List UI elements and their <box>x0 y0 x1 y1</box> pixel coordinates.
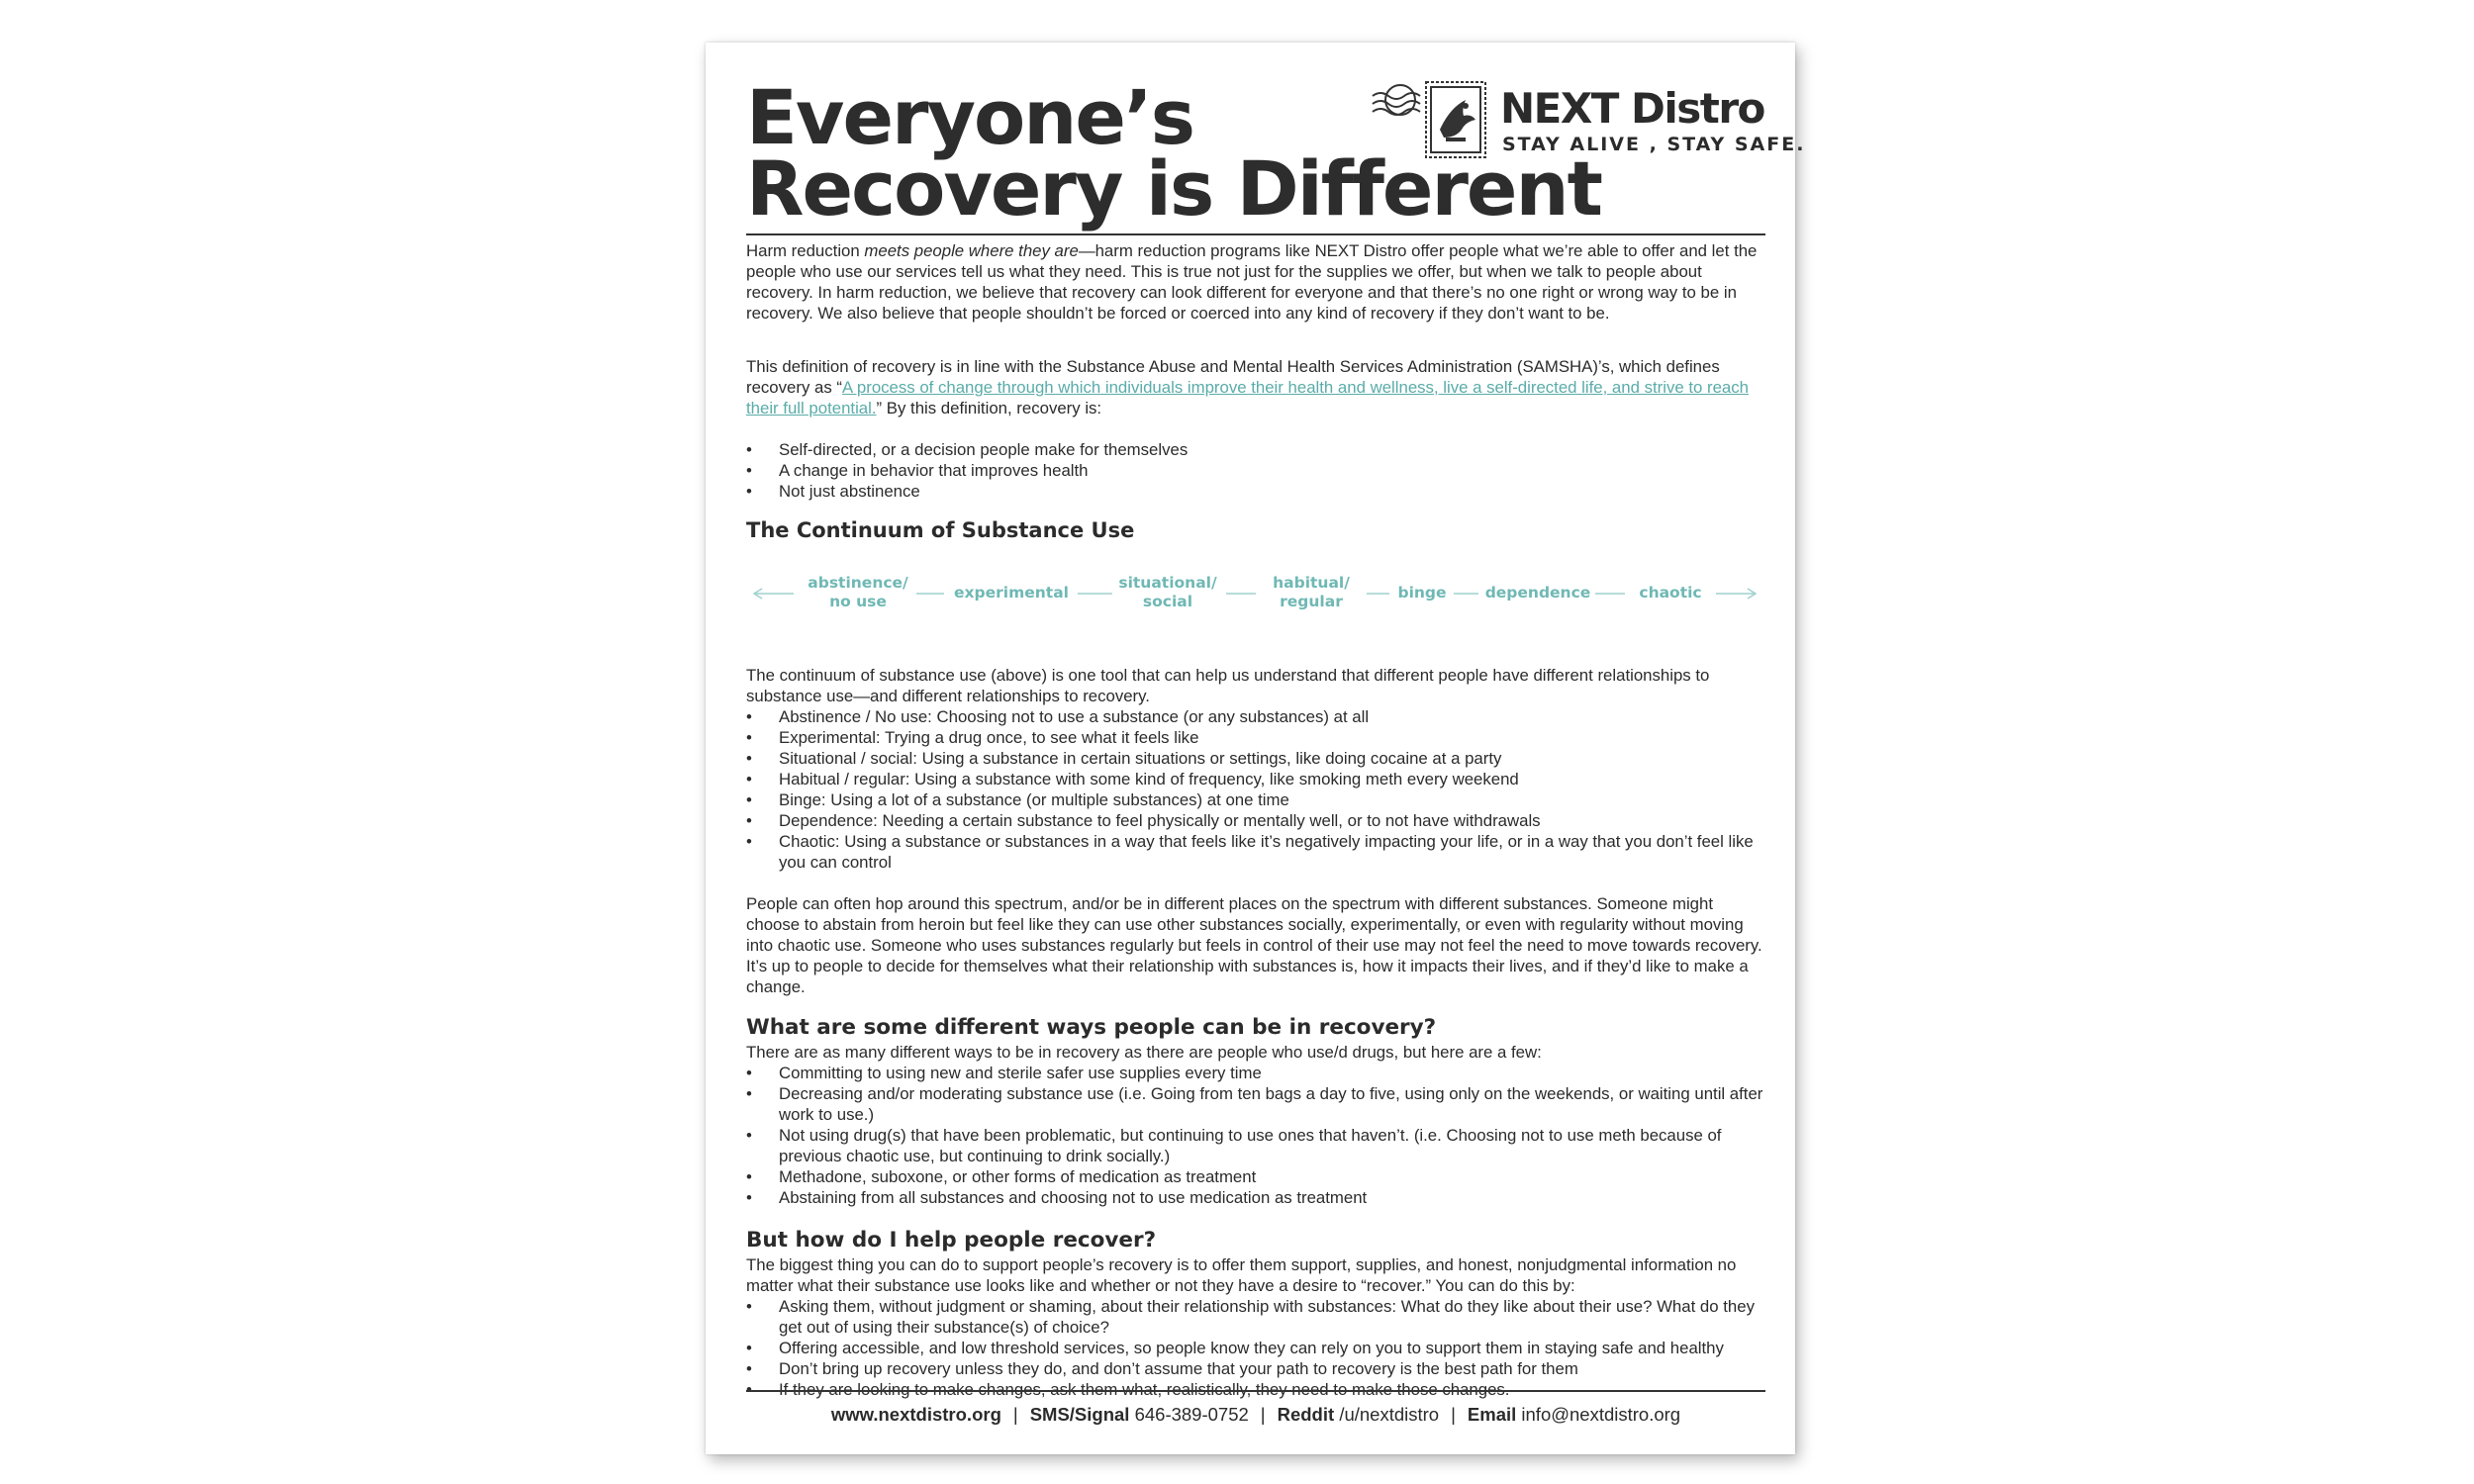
list-item: • Habitual / regular: Using a substance with some kind of frequency, like smoking meth every weekend <box>746 769 1765 789</box>
intro-paragraph: Harm reduction meets people where they are—harm reduction programs like NEXT Distro offer people what we’re able to offer and let the people who use our services tell us what they need. This is true not just for the supplies we offer, but when we talk to people about recovery. In harm reduction, we believe that recovery can look different for everyone and that there’s no one right or wrong way to be in recovery. We also believe that people shouldn’t be forced or coerced into any kind of recovery if they don’t want to be. <box>746 241 1758 323</box>
list-item: • Dependence: Needing a certain substance to feel physically or mentally well, or to not have withdrawals <box>746 810 1765 831</box>
stage-binge: binge <box>1397 584 1447 602</box>
list-item: • Methadone, suboxone, or other forms of medication as treatment <box>746 1166 1765 1187</box>
list-item: • Binge: Using a lot of a substance (or multiple substances) at one time <box>746 789 1765 810</box>
list-item: • Abstaining from all substances and choosing not to use medication as treatment <box>746 1187 1765 1208</box>
list-item: • Abstinence / No use: Choosing not to use a substance (or any substances) at all <box>746 706 1765 727</box>
spectrum-paragraph: People can often hop around this spectrum, and/or be in different places on the spectrum with different substances. Someone might choose to abstain from heroin but feel like they can use other substances socially, experimentally, or even with regularity without moving into chaotic use. Someone who uses substances regularly but feels in control of their use may not feel the need to move towards recovery. It’s up to people to decide for themselves what their relationship with substances is, how it impacts their lives, and if they’d like to make a change. <box>746 894 1762 996</box>
list-item: • Not using drug(s) that have been problematic, but continuing to use ones that haven’t. (i.e. Choosing not to use meth because of previous chaotic use, but continuing to drink socially.) <box>746 1125 1765 1166</box>
list-item: • A change in behavior that improves health <box>746 460 1765 481</box>
ways-intro: There are as many different ways to be in recovery as there are people who use/d drugs, but here are a few: <box>746 1043 1542 1062</box>
brand-tagline: STAY ALIVE , STAY SAFE. <box>1502 134 1806 155</box>
brand-name: NEXT Distro <box>1500 84 1764 133</box>
stage-dependence: dependence <box>1484 584 1591 602</box>
sms-number: 646-389-0752 <box>1134 1404 1249 1425</box>
stage-chaotic: chaotic <box>1639 584 1702 602</box>
reddit-handle: /u/nextdistro <box>1339 1404 1440 1425</box>
list-item: • Experimental: Trying a drug once, to see what it feels like <box>746 727 1765 748</box>
website-link[interactable]: www.nextdistro.org <box>830 1404 1001 1425</box>
list-item: • Asking them, without judgment or shaming, about their relationship with substances: What do they like about their use? What do they get out of using their substance(s) of choice? <box>746 1296 1765 1338</box>
footer-divider <box>746 1390 1765 1392</box>
list-item: • Don’t bring up recovery unless they do, and don’t assume that your path to recovery is the best path for them <box>746 1358 1765 1379</box>
title-line-2: Recovery is Different <box>746 144 1601 232</box>
stage-habitual: habitual/ regular <box>1273 574 1350 610</box>
list-item: • Offering accessible, and low threshold services, so people know they can rely on you to support them in staying safe and healthy <box>746 1338 1765 1358</box>
email-address: info@nextdistro.org <box>1521 1404 1681 1425</box>
continuum-heading: The Continuum of Substance Use <box>746 518 1135 542</box>
continuum-description: The continuum of substance use (above) is one tool that can help us understand that different people have different relationships to substance use—and different relationships to recovery. <box>746 666 1710 705</box>
ways-heading: What are some different ways people can be in recovery? <box>746 1015 1437 1040</box>
title-line-1: Everyone’s <box>746 73 1193 161</box>
flyer-page <box>706 43 1806 1454</box>
list-item: • Committing to using new and sterile safer use supplies every time <box>746 1063 1765 1083</box>
list-item: • If they are looking to make changes, ask them what, realistically, they need to make those changes. <box>746 1379 1765 1400</box>
contact-footer: www.nextdistro.org | SMS/Signal 646-389-0752 | Reddit /u/nextdistro | Email info@nextdistro.org <box>830 1404 1681 1425</box>
continuum-stage-list <box>746 706 1765 873</box>
stage-abstinence: abstinence/ no use <box>808 574 908 610</box>
next-distro-logo <box>1371 78 1806 163</box>
sms-label: SMS/Signal <box>1029 1404 1130 1425</box>
list-item: • Not just abstinence <box>746 481 1765 502</box>
reddit-label: Reddit <box>1277 1404 1335 1425</box>
stage-experimental: experimental <box>954 584 1069 602</box>
stage-situational: situational/ social <box>1118 574 1217 610</box>
list-item: • Chaotic: Using a substance or substances in a way that feels like it’s negatively impacting your life, or in a way that you don’t feel like you can control <box>746 831 1765 873</box>
continuum-diagram <box>746 574 1765 613</box>
list-item: • Situational / social: Using a substance in certain situations or settings, like doing cocaine at a party <box>746 748 1765 769</box>
list-item: • Self-directed, or a decision people make for themselves <box>746 439 1765 460</box>
help-heading: But how do I help people recover? <box>746 1228 1157 1252</box>
email-label: Email <box>1467 1404 1517 1425</box>
samhsa-definition-link[interactable]: A process of change through which individuals improve their health and wellness, live a self-directed life, and strive to reach their full potential. <box>746 378 1749 417</box>
ways-list <box>746 1063 1765 1208</box>
recovery-definition-list <box>746 439 1765 502</box>
help-intro: The biggest thing you can do to support people’s recovery is to offer them support, supplies, and honest, nonjudgmental information no matter what their substance use looks like and whether or not they have a desire to “recover.” You can do this by: <box>746 1255 1737 1295</box>
help-list <box>746 1296 1765 1400</box>
definition-paragraph: This definition of recovery is in line with the Substance Abuse and Mental Health Services Administration (SAMSHA)’s, which defines recovery as “A process of change through which individuals improve their health and wellness, live a self-directed life, and strive to reach their full potential.” By this definition, recovery is: <box>746 357 1749 417</box>
header-divider <box>746 233 1765 235</box>
list-item: • Decreasing and/or moderating substance use (i.e. Going from ten bags a day to five, using only on the weekends, or waiting until after work to use.) <box>746 1083 1765 1125</box>
postage-stamp-bird-icon <box>1371 78 1489 161</box>
